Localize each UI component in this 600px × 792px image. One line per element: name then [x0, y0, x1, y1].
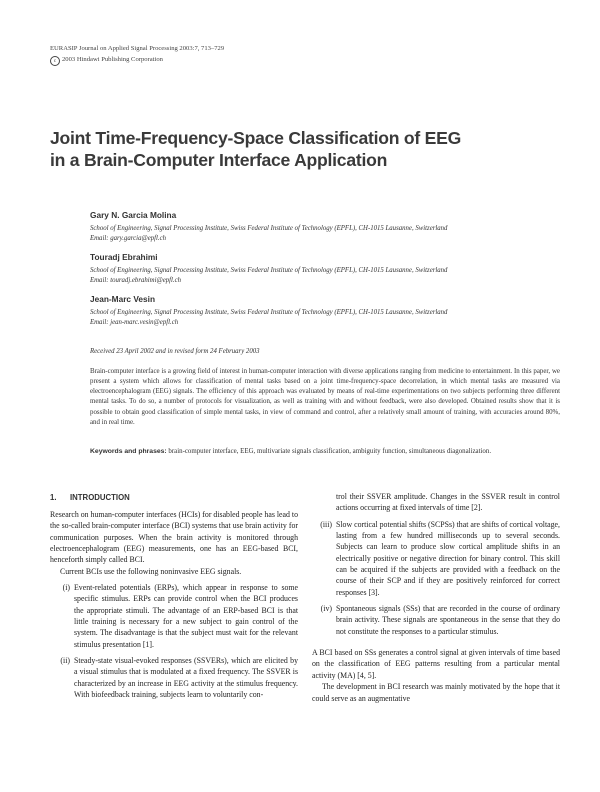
list-item-text: Event-related potentials (ERPs), which appear in response to some specific stimulus. ERPs can provide control when the BCI produces the appropriate stimuli. The advantage of an ERP-based BCI is that little training is necessary for a new subject to gain control of the system. The disadvantage is that the subject must wait for the relevant stimulus presentation [1].: [74, 583, 298, 649]
abstract: Brain-computer interface is a growing field of interest in human-computer interaction with diverse applications ranging from medicine to entertainment. In this paper, we present a system which allows for classification of mental tasks based on a joint time-frequency-space decorrelation, in which mental tasks are measured via electroencephalogram (EEG) signals. The efficiency of this approach was evaluated by means of real-time experimentations on two subjects performing three different mental tasks. To do so, a number of protocols for visualization, as well as training with and without feedback, were also developed. Obtained results show that it is possible to obtain good classification of simple mental tasks, in view of command and control, after a relatively small amount of training, with accuracies around 80%, and in real time.: [90, 368, 560, 426]
body-paragraph: A BCI based on SSs generates a control signal at given intervals of time based on the classification of EEG patterns resulting from a particular mental activity (MA) [4, 5].: [312, 648, 560, 680]
section-heading: [50, 491, 298, 505]
author-name: Jean-Marc Vesin: [90, 294, 156, 304]
copyright-text: 2003 Hindawi Publishing Corporation: [62, 55, 163, 63]
body-paragraph: Research on human-computer interfaces (HCIs) for disabled people has lead to the so-called brain-computer interface (BCI) systems that use brain activity for communication purposes. When the brain activity is monitored through electroencephalogram (EEG) measurements, one has an EEG-based BCI, henceforth simply called BCI.: [50, 510, 298, 565]
list-item-label: (i): [62, 583, 70, 593]
journal-citation: EURASIP Journal on Applied Signal Processing 2003:7, 713–729: [50, 45, 225, 52]
keywords-label: Keywords and phrases:: [90, 448, 167, 455]
keywords: [90, 447, 560, 457]
signal-list-continued: [312, 519, 560, 637]
author-email: Email: gary.garcia@epfl.ch: [90, 235, 167, 242]
list-item-label: (iii): [320, 519, 332, 529]
title-line-2: in a Brain-Computer Interface Application: [50, 149, 388, 170]
list-item-text: Steady-state visual-evoked responses (SSVERs), which are elicited by a visual stimulus that is modulated at a fixed frequency. The SSVER is characterized by an increase in EEG activity at the stimulus frequency. With biofeedback training, subjects learn to voluntarily con-: [74, 656, 298, 700]
body-paragraph: The development in BCI research was mainly motivated by the hope that it could serve as an augmentative: [312, 682, 560, 703]
list-item-text: Slow cortical potential shifts (SCPSs) that are shifts of cortical voltage, lasting from a few hundred milliseconds up to several seconds. Subjects can learn to produce slow cortical amplitude shifts in an electrically positive or negative direction for binary control. This skill can be acquired if the subjects are provided with a feedback on the course of their SCP and if they are positively reinforced for correct responses [3].: [336, 519, 560, 597]
copyright-icon: c: [50, 56, 60, 66]
list-item: [50, 582, 298, 650]
author-name: Touradj Ebrahimi: [90, 252, 158, 262]
list-continuation: trol their SSVER amplitude. Changes in the SSVER result in control actions occurring at fixed intervals of time [2].: [336, 492, 560, 513]
section-title: INTRODUCTION: [70, 493, 130, 502]
author-affiliation: School of Engineering, Signal Processing Institute, Swiss Federal Institute of Technology (EPFL), CH-1015 Lausanne, Switzerland: [90, 267, 448, 274]
author-affiliation: School of Engineering, Signal Processing Institute, Swiss Federal Institute of Technology (EPFL), CH-1015 Lausanne, Switzerland: [90, 225, 448, 232]
body-paragraph: Current BCIs use the following noninvasive EEG signals.: [60, 566, 242, 576]
title-line-1: Joint Time-Frequency-Space Classification of EEG: [50, 128, 462, 148]
keywords-text: brain-computer interface, EEG, multivariate signals classification, ambiguity function, simultaneous diagonalization.: [168, 448, 492, 455]
list-item-label: (ii): [60, 656, 70, 666]
paper-title: [50, 128, 570, 171]
right-column: [312, 491, 560, 704]
received-date: Received 23 April 2002 and in revised form 24 February 2003: [90, 348, 260, 355]
signal-list: [50, 582, 298, 700]
author-name: Gary N. Garcia Molina: [90, 210, 177, 220]
list-item: [312, 603, 560, 637]
author-block: [90, 294, 560, 328]
section-number: 1.: [50, 493, 57, 502]
list-item-text: Spontaneous signals (SSs) that are recorded in the course of ordinary brain activity. These signals are spontaneous in the sense that they do not constitute the responses to a particular stimulus.: [336, 604, 560, 636]
list-item-label: (iv): [320, 604, 332, 614]
author-list: [90, 210, 560, 336]
author-block: [90, 210, 560, 244]
author-email: Email: touradj.ebrahimi@epfl.ch: [90, 277, 182, 284]
list-item: [312, 519, 560, 598]
copyright-line: [50, 55, 224, 66]
list-item: [50, 655, 298, 700]
left-column: [50, 491, 298, 701]
running-header: [50, 44, 224, 66]
author-block: [90, 252, 560, 286]
author-affiliation: School of Engineering, Signal Processing Institute, Swiss Federal Institute of Technology (EPFL), CH-1015 Lausanne, Switzerland: [90, 309, 448, 316]
author-email: Email: jean-marc.vesin@epfl.ch: [90, 319, 179, 326]
